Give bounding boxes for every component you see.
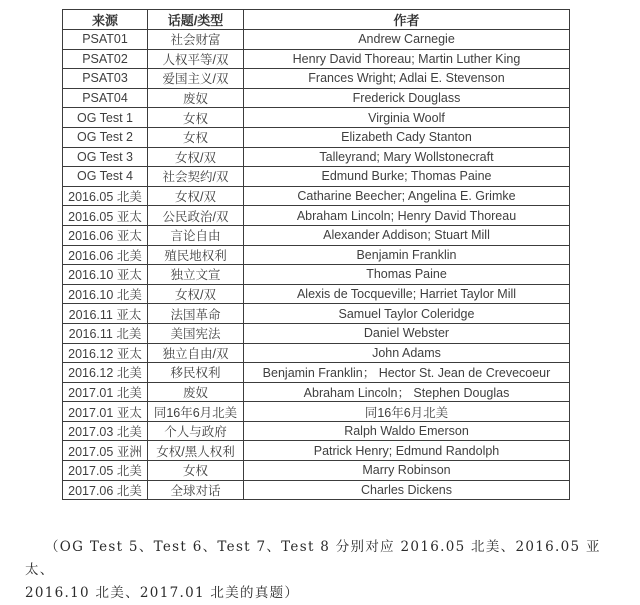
table-row	[63, 30, 570, 50]
source-cell: PSAT01	[63, 30, 148, 50]
essay-source-table	[62, 9, 570, 500]
author-cell: Ralph Waldo Emerson	[244, 421, 570, 441]
source-cell: 2017.05 北美	[63, 461, 148, 481]
author-cell: Benjamin Franklin； Hector St. Jean de Crevecoeur	[244, 363, 570, 383]
author-cell: Catharine Beecher; Angelina E. Grimke	[244, 186, 570, 206]
source-cell: 2017.05 亚洲	[63, 441, 148, 461]
topic-cell: 女权/双	[148, 284, 244, 304]
table-row	[63, 461, 570, 481]
topic-cell: 女权	[148, 461, 244, 481]
source-cell: 2016.05 北美	[63, 186, 148, 206]
topic-cell: 同16年6月北美	[148, 402, 244, 422]
topic-cell: 女权	[148, 108, 244, 128]
topic-cell: 废奴	[148, 382, 244, 402]
table-row	[63, 265, 570, 285]
author-cell: Alexis de Tocqueville; Harriet Taylor Mill	[244, 284, 570, 304]
author-cell: Edmund Burke; Thomas Paine	[244, 167, 570, 187]
source-cell: OG Test 4	[63, 167, 148, 187]
source-cell: 2016.11 北美	[63, 323, 148, 343]
author-cell: Elizabeth Cady Stanton	[244, 127, 570, 147]
topic-cell: 女权/黑人权利	[148, 441, 244, 461]
topic-cell: 法国革命	[148, 304, 244, 324]
topic-cell: 移民权利	[148, 363, 244, 383]
topic-cell: 殖民地权利	[148, 245, 244, 265]
topic-cell: 女权/双	[148, 186, 244, 206]
author-cell: 同16年6月北美	[244, 402, 570, 422]
table-row	[63, 382, 570, 402]
topic-cell: 爱国主义/双	[148, 69, 244, 89]
table-row	[63, 127, 570, 147]
topic-cell: 独立自由/双	[148, 343, 244, 363]
author-cell: Virginia Woolf	[244, 108, 570, 128]
author-cell: Thomas Paine	[244, 265, 570, 285]
table-row	[63, 108, 570, 128]
author-cell: Andrew Carnegie	[244, 30, 570, 50]
topic-cell: 独立文宣	[148, 265, 244, 285]
author-cell: Henry David Thoreau; Martin Luther King	[244, 49, 570, 69]
topic-cell: 个人与政府	[148, 421, 244, 441]
topic-cell: 废奴	[148, 88, 244, 108]
topic-cell: 人权平等/双	[148, 49, 244, 69]
source-cell: 2017.03 北美	[63, 421, 148, 441]
author-cell: Marry Robinson	[244, 461, 570, 481]
source-cell: 2016.10 亚太	[63, 265, 148, 285]
table-row	[63, 284, 570, 304]
author-cell: Abraham Lincoln; Henry David Thoreau	[244, 206, 570, 226]
table-row	[63, 245, 570, 265]
header-source: 来源	[63, 10, 148, 30]
topic-cell: 公民政治/双	[148, 206, 244, 226]
topic-cell: 社会财富	[148, 30, 244, 50]
source-cell: 2016.12 北美	[63, 363, 148, 383]
table-row	[63, 323, 570, 343]
table-row	[63, 186, 570, 206]
header-topic-type: 话题/类型	[148, 10, 244, 30]
source-cell: 2016.05 亚太	[63, 206, 148, 226]
author-cell: Charles Dickens	[244, 480, 570, 500]
table-row	[63, 480, 570, 500]
author-cell: Frederick Douglass	[244, 88, 570, 108]
source-cell: 2017.01 亚太	[63, 402, 148, 422]
footnote-line-1: （OG Test 5、Test 6、Test 7、Test 8 分别对应 2016.05 北美、2016.05 亚太、	[25, 539, 601, 578]
author-cell: Daniel Webster	[244, 323, 570, 343]
source-cell: 2017.01 北美	[63, 382, 148, 402]
source-cell: OG Test 1	[63, 108, 148, 128]
table-row	[63, 49, 570, 69]
author-cell: Benjamin Franklin	[244, 245, 570, 265]
table-row	[63, 225, 570, 245]
table-row	[63, 343, 570, 363]
table-row	[63, 147, 570, 167]
source-cell: OG Test 2	[63, 127, 148, 147]
header-row	[63, 10, 570, 30]
table-row	[63, 69, 570, 89]
table-row	[63, 441, 570, 461]
source-cell: PSAT03	[63, 69, 148, 89]
author-cell: Frances Wright; Adlai E. Stevenson	[244, 69, 570, 89]
source-cell: 2016.06 北美	[63, 245, 148, 265]
topic-cell: 美国宪法	[148, 323, 244, 343]
table-row	[63, 402, 570, 422]
topic-cell: 全球对话	[148, 480, 244, 500]
source-cell: OG Test 3	[63, 147, 148, 167]
author-cell: Patrick Henry; Edmund Randolph	[244, 441, 570, 461]
table-row	[63, 363, 570, 383]
topic-cell: 言论自由	[148, 225, 244, 245]
source-cell: 2016.06 亚太	[63, 225, 148, 245]
footnote-line-2: 2016.10 北美、2017.01 北美的真题）	[25, 585, 300, 601]
source-cell: 2016.12 亚太	[63, 343, 148, 363]
author-cell: Alexander Addison; Stuart Mill	[244, 225, 570, 245]
author-cell: John Adams	[244, 343, 570, 363]
author-cell: Samuel Taylor Coleridge	[244, 304, 570, 324]
topic-cell: 社会契约/双	[148, 167, 244, 187]
source-cell: 2017.06 北美	[63, 480, 148, 500]
table-row	[63, 421, 570, 441]
author-cell: Talleyrand; Mary Wollstonecraft	[244, 147, 570, 167]
source-cell: 2016.10 北美	[63, 284, 148, 304]
table-row	[63, 88, 570, 108]
table-row	[63, 206, 570, 226]
topic-cell: 女权/双	[148, 147, 244, 167]
header-author: 作者	[244, 10, 570, 30]
source-cell: PSAT04	[63, 88, 148, 108]
table-row	[63, 167, 570, 187]
author-cell: Abraham Lincoln； Stephen Douglas	[244, 382, 570, 402]
table-row	[63, 304, 570, 324]
topic-cell: 女权	[148, 127, 244, 147]
source-cell: PSAT02	[63, 49, 148, 69]
source-cell: 2016.11 亚太	[63, 304, 148, 324]
footnote	[25, 536, 625, 605]
